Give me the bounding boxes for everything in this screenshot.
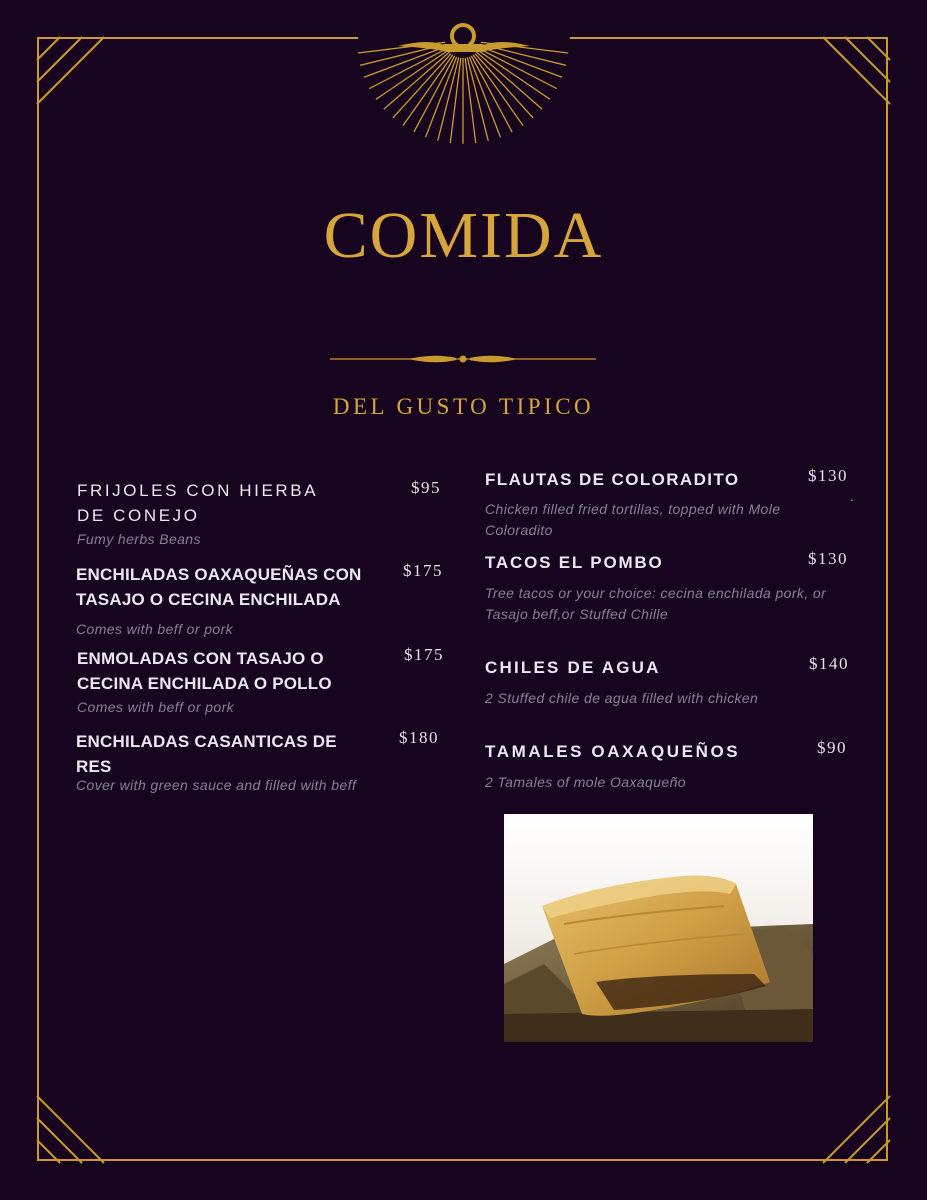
- menu-item-name: FRIJOLES CON HIERBA DE CONEJO: [77, 481, 318, 525]
- sunburst-ray: [376, 50, 448, 99]
- menu-item-enchiladas-oaxaquenas: [76, 562, 376, 640]
- menu-item-description: Cover with green sauce and filled with beff: [76, 777, 357, 793]
- menu-item-flautas: [485, 467, 785, 541]
- menu-item-name: ENMOLADAS CON TASAJO O CECINA ENCHILADA O POLLO: [77, 649, 332, 693]
- menu-item-description: Tree tacos or your choice: cecina enchilada pork, or Tasajo beff,or Stuffed Chille: [485, 585, 827, 622]
- menu-item-name: CHILES DE AGUA: [485, 658, 661, 677]
- corner-ornament-top-left: [37, 37, 104, 104]
- corner-ornament-bottom-left: [37, 1096, 104, 1163]
- menu-item-price: $95: [411, 478, 441, 497]
- sunburst-ray: [403, 55, 453, 126]
- menu-item-chiles-agua: [485, 655, 805, 709]
- tamal-photo: [504, 814, 813, 1042]
- sunburst-ray: [414, 56, 455, 132]
- menu-item-price: $180: [399, 728, 439, 747]
- menu-item-frijoles: [77, 478, 357, 550]
- corner-ornament-bottom-right: [823, 1096, 890, 1163]
- menu-item-enchiladas-casanticas: [76, 729, 396, 796]
- sunburst-ray: [479, 48, 557, 88]
- title-divider: [330, 356, 596, 363]
- menu-item-price: $140: [809, 654, 849, 673]
- corner-ornament-top-right: [823, 37, 890, 104]
- menu-item-description: Comes with beff or pork: [77, 699, 235, 715]
- menu-item-name: ENCHILADAS CASANTICAS DE RES: [76, 732, 337, 776]
- sunburst-ray: [478, 50, 550, 99]
- menu-title: COMIDA: [323, 199, 604, 272]
- menu-item-price: $130: [808, 466, 848, 485]
- sunburst-center: [358, 25, 570, 52]
- menu-item-description: 2 Tamales of mole Oaxaqueño: [485, 774, 686, 790]
- menu-item-description: Fumy herbs Beans: [77, 531, 201, 547]
- menu-item-price: $175: [404, 645, 444, 664]
- stray-mark: .: [850, 490, 854, 504]
- sunburst-ray: [471, 56, 512, 132]
- menu-item-enmoladas: [77, 646, 347, 718]
- menu-subtitle: DEL GUSTO TIPICO: [332, 394, 595, 419]
- menu-item-price: $175: [403, 561, 443, 580]
- menu-item-description: Chicken filled fried tortillas, topped with Mole Coloradito: [485, 501, 781, 538]
- sunburst-ornament: [358, 42, 568, 144]
- menu-item-name: TACOS EL POMBO: [485, 553, 664, 572]
- sunburst-ray: [473, 55, 523, 126]
- menu-item-price: $90: [817, 738, 847, 757]
- menu-item-name: TAMALES OAXAQUEÑOS: [485, 742, 741, 761]
- menu-item-name: FLAUTAS DE COLORADITO: [485, 470, 740, 489]
- menu-item-description: Comes with beff or pork: [76, 621, 234, 637]
- menu-item-tamales: [485, 739, 805, 793]
- menu-item-price: $130: [808, 549, 848, 568]
- menu-item-description: 2 Stuffed chile de agua filled with chicken: [485, 690, 759, 706]
- menu-item-name: ENCHILADAS OAXAQUEÑAS CON TASAJO O CECINA ENCHILADA: [76, 565, 362, 609]
- sunburst-ray: [369, 48, 447, 88]
